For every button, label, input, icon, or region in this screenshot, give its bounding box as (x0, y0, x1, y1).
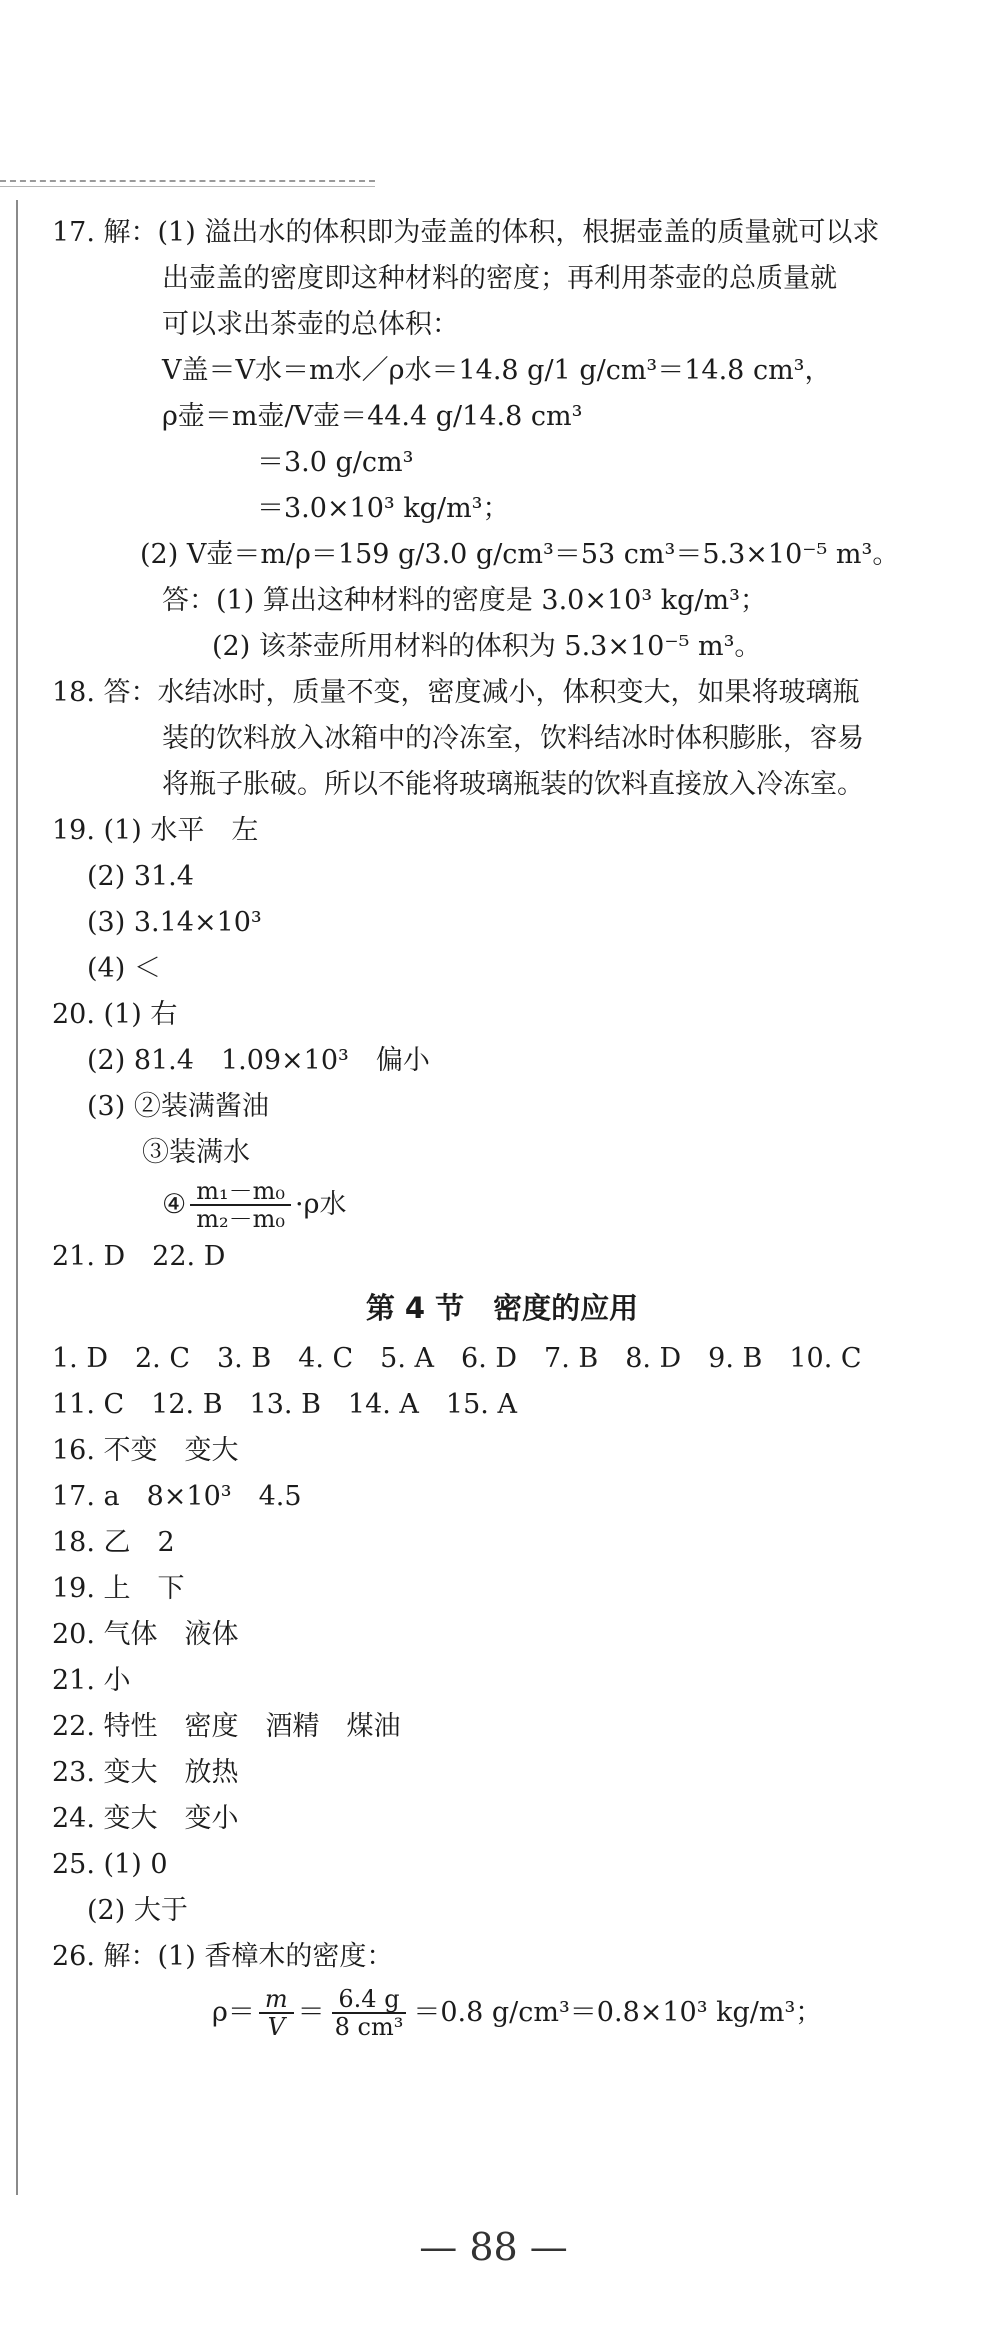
answer-line: 17. a 8×10³ 4.5 (52, 1481, 302, 1512)
left-margin-rule (16, 200, 18, 2195)
answer-line: 18. 乙 2 (52, 1527, 175, 1558)
answer-line: 23. 变大 放热 (52, 1757, 239, 1788)
answer-line: 1. D 2. C 3. B 4. C 5. A 6. D 7. B 8. D 9. B 10. C (52, 1343, 862, 1374)
answer-line: (2) 31.4 (87, 861, 194, 892)
fraction-suffix: ·ρ水 (294, 1189, 347, 1220)
formula-fraction-2 (329, 1986, 410, 2040)
fraction-line (52, 1176, 952, 1234)
answer-line: 可以求出茶壶的总体积： (162, 309, 459, 340)
answer-line: 装的饮料放入冰箱中的冷冻室，饮料结冰时体积膨胀，容易 (162, 723, 864, 754)
formula-prefix: ρ＝ (212, 1997, 255, 2028)
answer-line: 25. (1) 0 (52, 1849, 168, 1880)
fraction (190, 1178, 291, 1232)
answer-line: (2) 该茶壶所用材料的体积为 5.3×10⁻⁵ m³。 (212, 631, 762, 662)
answer-line: 20. (1) 右 (52, 999, 178, 1030)
formula-fraction-2-num: 6.4 g (332, 1986, 405, 2014)
formula-fraction-1-num: m (259, 1986, 294, 2014)
answer-line: 16. 不变 变大 (52, 1435, 239, 1466)
answer-line: 将瓶子胀破。所以不能将玻璃瓶装的饮料直接放入冷冻室。 (162, 769, 864, 800)
formula-equals: ＝ (297, 1997, 325, 2028)
answer-line: 出壶盖的密度即这种材料的密度；再利用茶壶的总质量就 (162, 263, 837, 294)
answer-line: 答：(1) 算出这种材料的密度是 3.0×10³ kg/m³； (162, 585, 767, 616)
answer-line: 17. 解：(1) 溢出水的体积即为壶盖的体积，根据壶盖的质量就可以求 (52, 217, 880, 248)
formula-fraction-2-den: 8 cm³ (334, 2013, 404, 2041)
answer-line: 21. 小 (52, 1665, 131, 1696)
answer-line: ③装满水 (142, 1137, 250, 1168)
header-dashed-rule (0, 180, 375, 182)
answer-line: ρ壶＝m壶/V壶＝44.4 g/14.8 cm³ (162, 401, 583, 432)
answer-line: ＝3.0×10³ kg/m³； (257, 493, 510, 524)
answer-line: V盖＝V水＝m水／ρ水＝14.8 g/1 g/cm³＝14.8 cm³， (162, 355, 832, 386)
formula-suffix: ＝0.8 g/cm³＝0.8×10³ kg/m³； (413, 1997, 823, 2028)
answer-line-21: 21. D 22. D (52, 1241, 226, 1272)
answer-line: (2) 81.4 1.09×10³ 偏小 (87, 1045, 430, 1076)
answers-block-1 (52, 210, 952, 1176)
answer-line: (3) 3.14×10³ (87, 907, 262, 938)
formula-fraction-1 (259, 1986, 294, 2040)
fraction-denominator: m₂－m₀ (196, 1205, 285, 1233)
answer-line: 19. 上 下 (52, 1573, 185, 1604)
answer-line: (3) ②装满酱油 (87, 1091, 269, 1122)
answer-line: (2) 大于 (87, 1895, 188, 1926)
answer-line: ＝3.0 g/cm³ (257, 447, 414, 478)
answer-line: 18. 答：水结冰时，质量不变，密度减小，体积变大，如果将玻璃瓶 (52, 677, 860, 708)
header-rule (0, 186, 375, 187)
answer-line: (2) V壶＝m/ρ＝159 g/3.0 g/cm³＝53 cm³＝5.3×10⁻⁵ m³。 (140, 539, 900, 570)
page-number: — 88 — (419, 2225, 568, 2269)
answer-line: (4) ＜ (87, 953, 161, 984)
density-formula-line (52, 1980, 952, 2046)
answer-line: 19. (1) 水平 左 (52, 815, 259, 846)
fraction-numerator: m₁－m₀ (190, 1178, 291, 1206)
section-title: 第 4 节 密度的应用 (365, 1291, 639, 1325)
answers-block-2 (52, 1336, 952, 1980)
fraction-prefix: ④ (162, 1189, 187, 1220)
answer-line: 11. C 12. B 13. B 14. A 15. A (52, 1389, 517, 1420)
answer-line: 24. 变大 变小 (52, 1803, 239, 1834)
answer-line: 26. 解：(1) 香樟木的密度： (52, 1941, 394, 1972)
formula-fraction-1-den: V (267, 2013, 285, 2041)
answer-line: 22. 特性 密度 酒精 煤油 (52, 1711, 401, 1742)
answer-line: 20. 气体 液体 (52, 1619, 239, 1650)
page-content (52, 210, 952, 2046)
